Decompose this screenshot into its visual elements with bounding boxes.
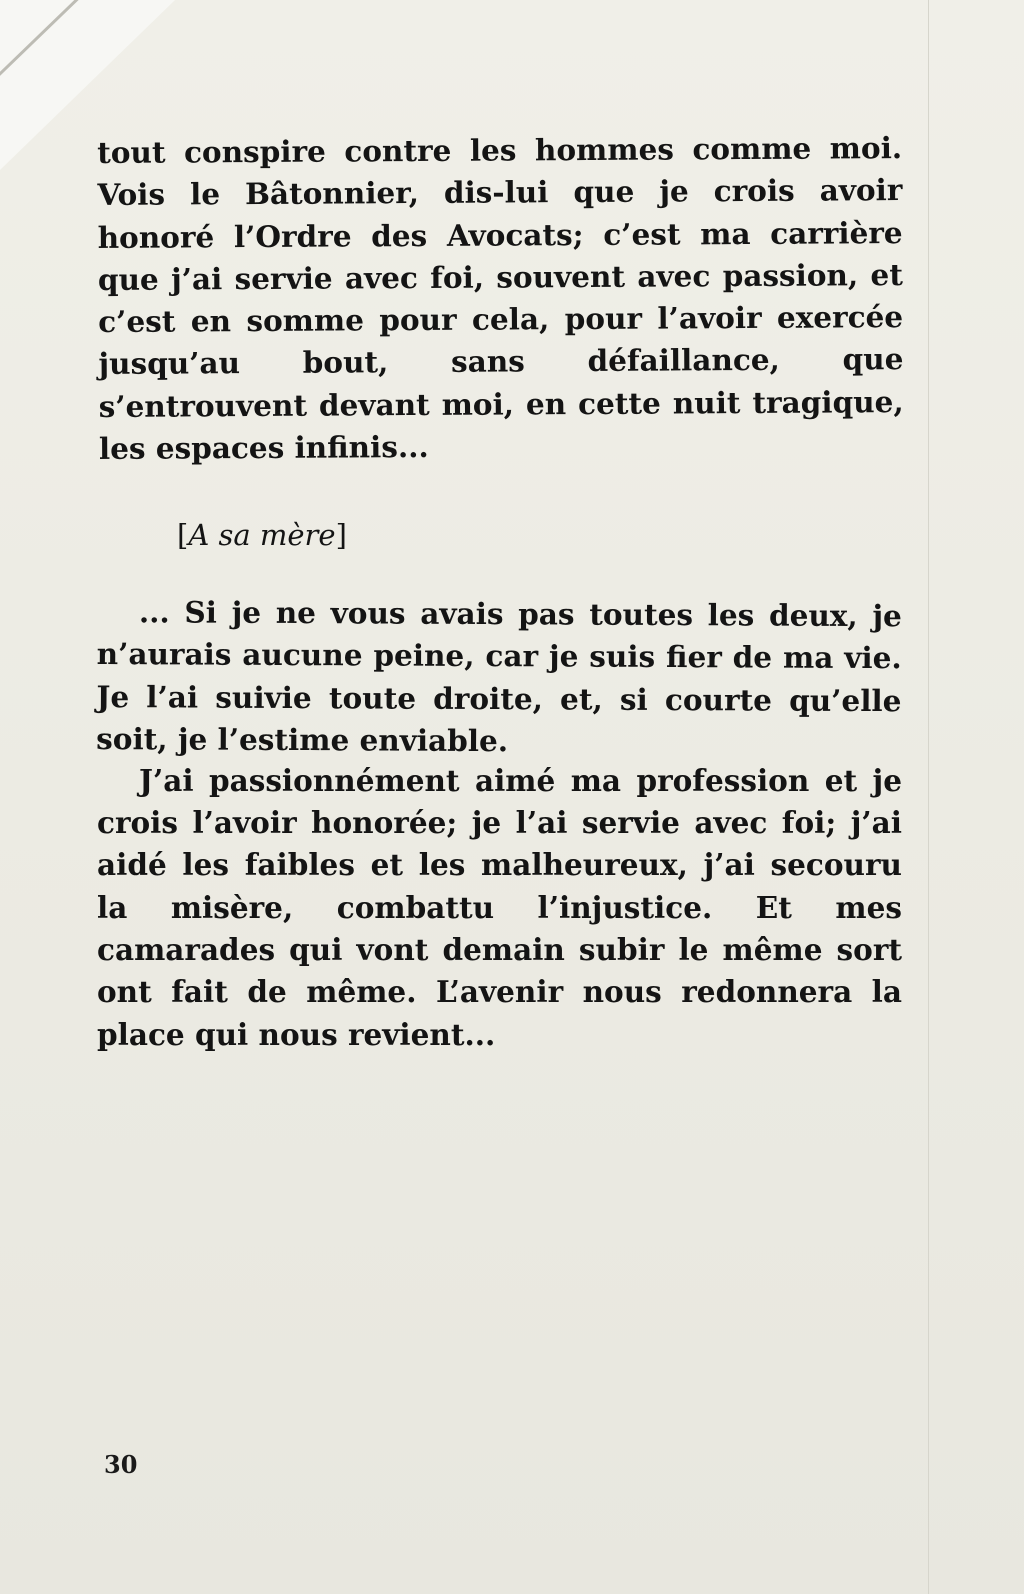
heading-bracket-close: ] bbox=[335, 518, 347, 553]
section-heading bbox=[177, 514, 902, 556]
heading-bracket-open: [ bbox=[177, 518, 189, 553]
page-edge bbox=[928, 0, 929, 1594]
paragraph-profession: J’ai passionnément aimé ma profession et je crois l’avoir honorée; je l’ai servie avec foi; j’ai aidé les faibles et les malheureux, j’ai secouru la misère, combattu l’injustice. Et mes camarades qui vont demain subir le même sort ont fait de même. L’avenir nous redonnera la place qui nous revient... bbox=[97, 762, 902, 1052]
heading-text: A sa mère bbox=[188, 518, 336, 553]
page-number: 30 bbox=[104, 1450, 138, 1479]
paragraph-letter-body: tout conspire contre les hommes comme moi. Vois le Bâtonnier, dis-lui que je crois avoir honoré l’Ordre des Avocats; c’est ma carrière que j’ai servie avec foi, souvent avec passion, et c’est en somme pour cela, pour l’avoir exercée jusqu’au bout, sans défaillance, que s’entrouvent devant moi, en cette nuit tragique, les espaces infinis... bbox=[97, 130, 904, 467]
body-text bbox=[97, 132, 902, 1056]
paragraph-to-mother: ... Si je ne vous avais pas toutes les deux, je n’aurais aucune peine, car je suis fier de ma vie. Je l’ai suivie toute droite, et, si courte qu’elle soit, je l’estime enviable. bbox=[96, 593, 902, 758]
